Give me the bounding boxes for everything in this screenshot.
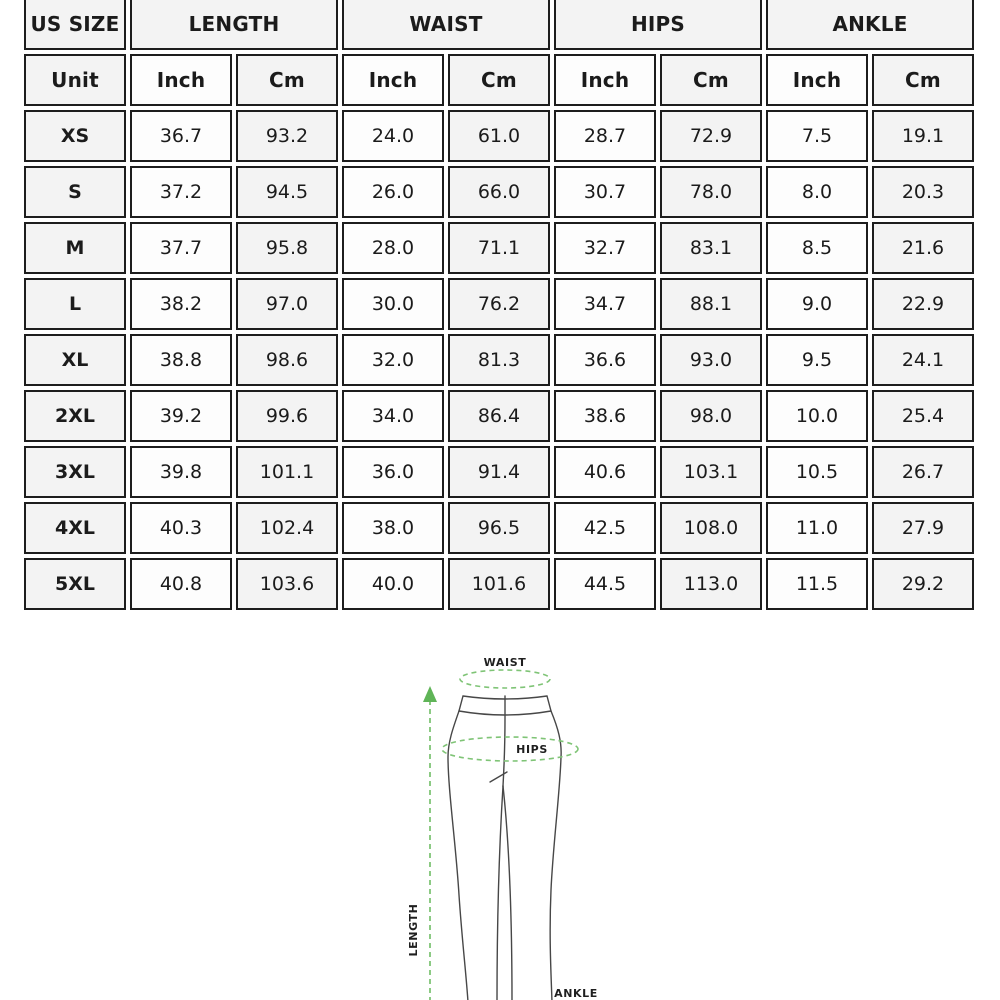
value-cell: 36.6 (554, 334, 656, 386)
size-label-cell: S (24, 166, 126, 218)
value-cell: 10.5 (766, 446, 868, 498)
value-cell: 27.9 (872, 502, 974, 554)
value-cell: 78.0 (660, 166, 762, 218)
length-arrow-up-icon (423, 686, 437, 702)
value-cell: 36.0 (342, 446, 444, 498)
ankle-label: ANKLE (554, 987, 598, 1000)
value-cell: 30.7 (554, 166, 656, 218)
value-cell: 93.0 (660, 334, 762, 386)
unit-cell: Unit (24, 54, 126, 106)
size-label-cell: 2XL (24, 390, 126, 442)
value-cell: 91.4 (448, 446, 550, 498)
value-cell: 39.2 (130, 390, 232, 442)
value-cell: 44.5 (554, 558, 656, 610)
value-cell: 24.1 (872, 334, 974, 386)
value-cell: 98.6 (236, 334, 338, 386)
value-cell: 101.6 (448, 558, 550, 610)
unit-cell-inch: Inch (130, 54, 232, 106)
value-cell: 40.0 (342, 558, 444, 610)
table-row (24, 166, 974, 218)
value-cell: 8.0 (766, 166, 868, 218)
header-us-size: US SIZE (24, 0, 126, 50)
size-label-cell: XS (24, 110, 126, 162)
value-cell: 29.2 (872, 558, 974, 610)
value-cell: 37.2 (130, 166, 232, 218)
table-row (24, 278, 974, 330)
value-cell: 32.7 (554, 222, 656, 274)
value-cell: 26.7 (872, 446, 974, 498)
value-cell: 28.0 (342, 222, 444, 274)
header-length: LENGTH (130, 0, 338, 50)
value-cell: 32.0 (342, 334, 444, 386)
size-label-cell: L (24, 278, 126, 330)
unit-cell-cm: Cm (660, 54, 762, 106)
table-row (24, 110, 974, 162)
value-cell: 61.0 (448, 110, 550, 162)
value-cell: 101.1 (236, 446, 338, 498)
value-cell: 88.1 (660, 278, 762, 330)
size-label-cell: XL (24, 334, 126, 386)
value-cell: 71.1 (448, 222, 550, 274)
value-cell: 8.5 (766, 222, 868, 274)
value-cell: 34.7 (554, 278, 656, 330)
value-cell: 10.0 (766, 390, 868, 442)
group-header-row (24, 0, 974, 50)
value-cell: 28.7 (554, 110, 656, 162)
value-cell: 38.6 (554, 390, 656, 442)
header-hips: HIPS (554, 0, 762, 50)
size-label-cell: 4XL (24, 502, 126, 554)
unit-cell-inch: Inch (554, 54, 656, 106)
value-cell: 66.0 (448, 166, 550, 218)
value-cell: 34.0 (342, 390, 444, 442)
size-chart-header (24, 0, 974, 106)
value-cell: 26.0 (342, 166, 444, 218)
value-cell: 81.3 (448, 334, 550, 386)
value-cell: 40.8 (130, 558, 232, 610)
leggings-outline (448, 696, 561, 1000)
value-cell: 113.0 (660, 558, 762, 610)
leggings-measurement-diagram (360, 640, 680, 1000)
header-ankle: ANKLE (766, 0, 974, 50)
table-row (24, 390, 974, 442)
value-cell: 93.2 (236, 110, 338, 162)
value-cell: 99.6 (236, 390, 338, 442)
value-cell: 9.0 (766, 278, 868, 330)
value-cell: 11.0 (766, 502, 868, 554)
header-waist: WAIST (342, 0, 550, 50)
value-cell: 40.3 (130, 502, 232, 554)
value-cell: 83.1 (660, 222, 762, 274)
table-row (24, 222, 974, 274)
value-cell: 102.4 (236, 502, 338, 554)
size-chart-body (24, 110, 974, 610)
value-cell: 30.0 (342, 278, 444, 330)
value-cell: 38.0 (342, 502, 444, 554)
value-cell: 96.5 (448, 502, 550, 554)
value-cell: 97.0 (236, 278, 338, 330)
value-cell: 9.5 (766, 334, 868, 386)
value-cell: 103.6 (236, 558, 338, 610)
waist-measure-ellipse (460, 670, 550, 688)
value-cell: 20.3 (872, 166, 974, 218)
unit-header-row (24, 54, 974, 106)
value-cell: 38.8 (130, 334, 232, 386)
table-row (24, 334, 974, 386)
value-cell: 76.2 (448, 278, 550, 330)
unit-cell-cm: Cm (872, 54, 974, 106)
value-cell: 11.5 (766, 558, 868, 610)
value-cell: 19.1 (872, 110, 974, 162)
value-cell: 25.4 (872, 390, 974, 442)
value-cell: 36.7 (130, 110, 232, 162)
value-cell: 98.0 (660, 390, 762, 442)
value-cell: 7.5 (766, 110, 868, 162)
value-cell: 21.6 (872, 222, 974, 274)
unit-cell-cm: Cm (236, 54, 338, 106)
table-row (24, 558, 974, 610)
value-cell: 103.1 (660, 446, 762, 498)
unit-cell-inch: Inch (766, 54, 868, 106)
value-cell: 22.9 (872, 278, 974, 330)
value-cell: 108.0 (660, 502, 762, 554)
value-cell: 72.9 (660, 110, 762, 162)
table-row (24, 502, 974, 554)
hips-label: HIPS (516, 743, 548, 756)
value-cell: 40.6 (554, 446, 656, 498)
unit-cell-inch: Inch (342, 54, 444, 106)
value-cell: 95.8 (236, 222, 338, 274)
value-cell: 39.8 (130, 446, 232, 498)
size-label-cell: 5XL (24, 558, 126, 610)
value-cell: 24.0 (342, 110, 444, 162)
unit-cell-cm: Cm (448, 54, 550, 106)
table-row (24, 446, 974, 498)
length-label: LENGTH (407, 903, 420, 957)
value-cell: 86.4 (448, 390, 550, 442)
size-label-cell: M (24, 222, 126, 274)
waist-label: WAIST (483, 656, 527, 669)
value-cell: 42.5 (554, 502, 656, 554)
value-cell: 37.7 (130, 222, 232, 274)
value-cell: 94.5 (236, 166, 338, 218)
hips-measure-ellipse (442, 737, 578, 761)
value-cell: 38.2 (130, 278, 232, 330)
size-label-cell: 3XL (24, 446, 126, 498)
size-chart-table (20, 0, 978, 614)
